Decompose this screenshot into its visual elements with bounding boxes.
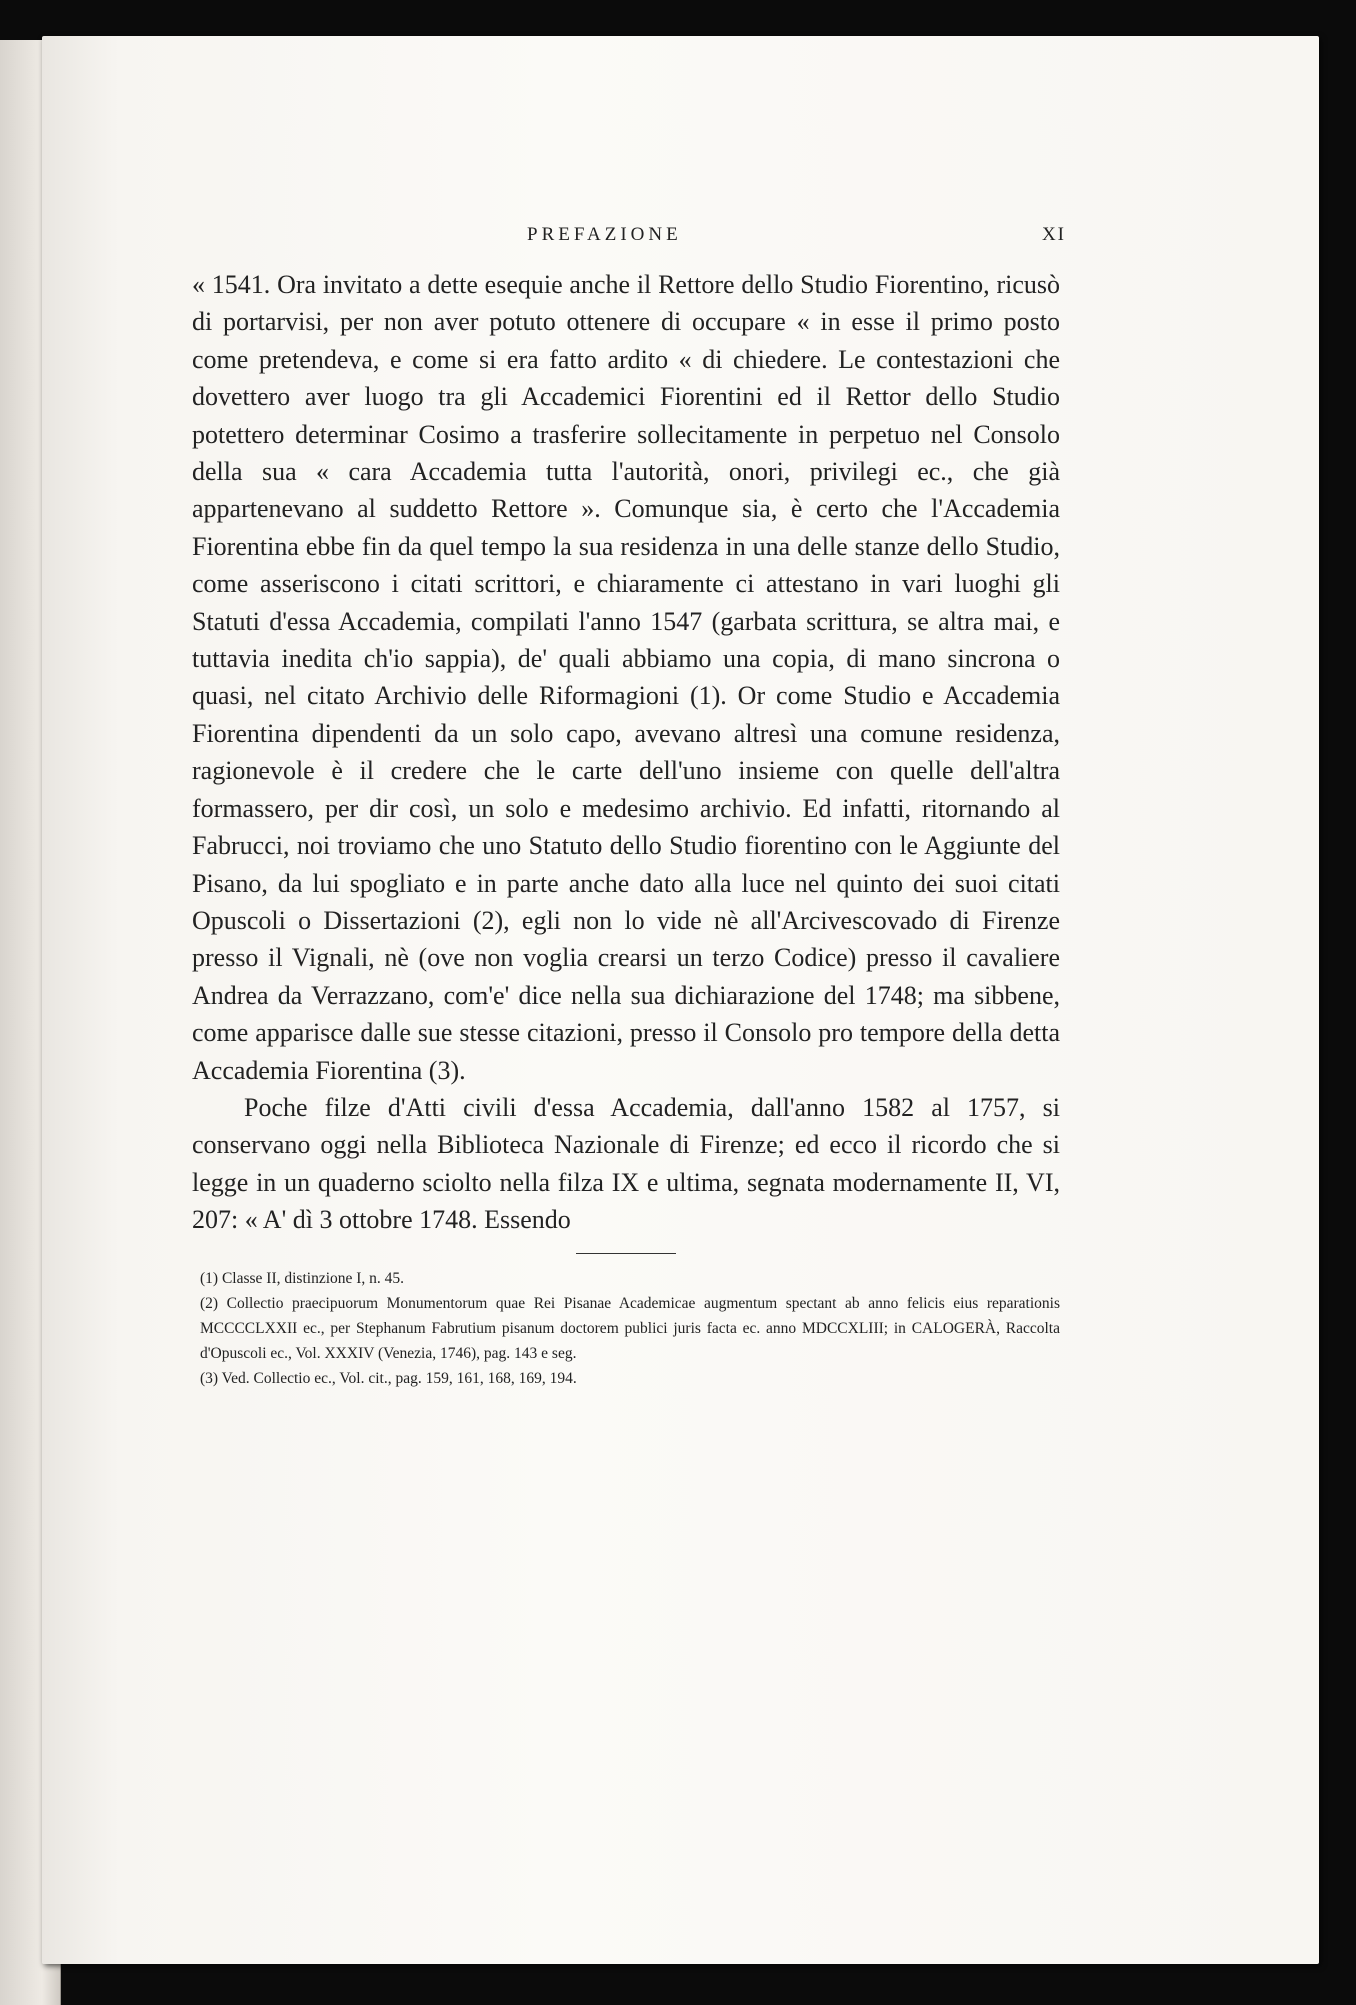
paragraph-2: Poche filze d'Atti civili d'essa Accademia, dall'anno 1582 al 1757, si conservano oggi nella Biblioteca Nazionale di Firenze; ed ecco il ricordo che si legge in un quaderno sciolto nella filza IX e ultima, segnata modernamente II, VI, 207: « A' dì 3 ottobre 1748. Essendo <box>192 1092 1060 1235</box>
book-page <box>42 36 1319 1964</box>
footnotes <box>192 1266 1060 1391</box>
paragraph-1: « 1541. Ora invitato a dette esequie anche il Rettore dello Studio Fiorentino, ricusò di portarvisi, per non aver potuto ottenere di occupare « in esse il primo posto come pretendeva, e come si era fatto ardito « di chiedere. Le contestazioni che dovettero aver luogo tra gli Accademici Fiorentini ed il Rettor dello Studio potettero determinar Cosimo a trasferire sollecitamente in perpetuo nel Consolo della sua « cara Accademia tutta l'autorità, onori, privilegi ec., che già appartenevano al suddetto Rettore ». Comunque sia, è certo che l'Accademia Fiorentina ebbe fin da quel tempo la sua residenza in una delle stanze dello Studio, come asseriscono i citati scrittori, e chiaramente ci attestano in vari luoghi gli Statuti d'essa Accademia, compilati l'anno 1547 (garbata scrittura, se altra mai, e tuttavia inedita ch'io sappia), de' quali abbiamo una copia, di mano sincrona o quasi, nel citato Archivio delle Riformagioni (1). Or come Studio e Accademia Fiorentina dipendenti da un solo capo, avevano altresì una comune residenza, ragionevole è il credere che le carte dell'uno insieme con quelle dell'altra formassero, per dir così, un solo e medesimo archivio. Ed infatti, ritornando al Fabrucci, noi troviamo che uno Statuto dello Studio fiorentino con le Aggiunte del Pisano, da lui spogliato e in parte anche dato alla luce nel quinto dei suoi citati Opuscoli o Dissertazioni (2), egli non lo vide nè all'Arcivescovado di Firenze presso il Vignali, nè (ove non voglia crearsi un terzo Codice) presso il cavaliere Andrea da Verrazzano, com'e' dice nella sua dichiarazione del 1748; ma sibbene, come apparisce dalle sue stesse citazioni, presso il Consolo pro tempore della detta Accademia Fiorentina (3). <box>192 270 1060 1085</box>
running-head-title: PREFAZIONE <box>527 224 682 245</box>
body-text <box>192 266 1060 1239</box>
page-content <box>192 224 1066 1391</box>
running-head <box>192 224 1066 258</box>
footnote-2: (2) Collectio praecipuorum Monumentorum quae Rei Pisanae Academicae augmentum spectant ab anno felicis eius reparationis MCCCCLXXII ec., per Stephanum Fabrutium pisanum doctorem publici juris facta ec. anno MDCCXLIII; in CALOGERÀ, Raccolta d'Opuscoli ec., Vol. XXXIV (Venezia, 1746), pag. 143 e seg. <box>200 1294 1060 1362</box>
footnote-3: (3) Ved. Collectio ec., Vol. cit., pag. 159, 161, 168, 169, 194. <box>200 1369 577 1387</box>
footnote-rule <box>576 1253 676 1254</box>
footnote-1: (1) Classe II, distinzione I, n. 45. <box>200 1269 405 1287</box>
page-number: XI <box>1041 224 1066 245</box>
